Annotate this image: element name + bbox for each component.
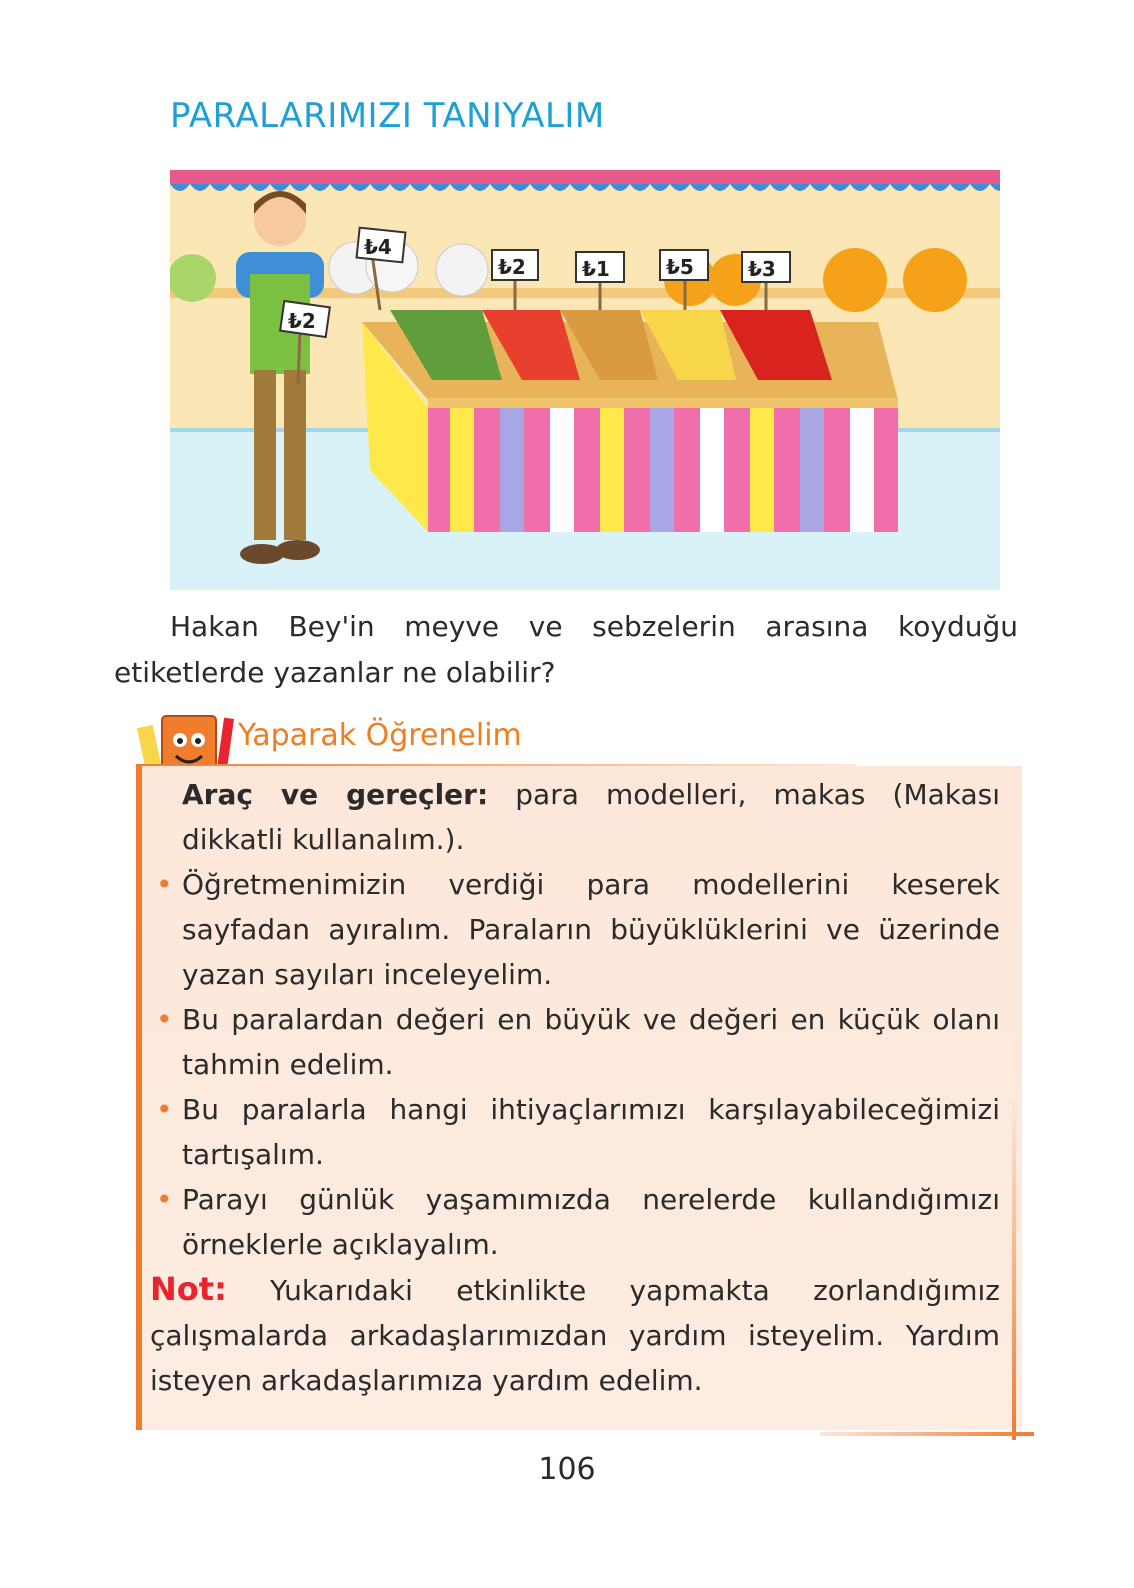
price-tag-label: ₺2	[288, 309, 316, 333]
section-title: Yaparak Öğrenelim	[238, 718, 522, 753]
corner-rule-vertical	[1012, 1100, 1016, 1440]
bullet-icon: •	[156, 1003, 173, 1036]
page-number: 106	[538, 1452, 596, 1487]
tools-text: para modelleri, makas (Makası dikkatli kullanalım.).	[182, 778, 1001, 856]
activity-content	[150, 772, 1000, 1403]
note	[150, 1267, 1000, 1403]
tools-label: Araç ve gereçler:	[182, 778, 489, 811]
list-item: • Öğretmenimizin verdiği para modellerini keserek sayfadan ayıralım. Paraların büyüklüklerini ve üzerinde yazan sayıları inceleyelim.	[150, 862, 1000, 997]
tools-line	[150, 772, 1000, 862]
bullet-icon: •	[156, 1093, 173, 1126]
list-item: • Bu paralardan değeri en büyük ve değeri en küçük olanı tahmin edelim.	[150, 997, 1000, 1087]
market-illustration	[170, 170, 1000, 590]
note-label: Not:	[150, 1270, 227, 1308]
activity-list	[150, 862, 1000, 1267]
list-item: • Parayı günlük yaşamımızda nerelerde kullandığımızı örneklerle açıklayalım.	[150, 1177, 1000, 1267]
intro-question: Hakan Bey'in meyve ve sebzelerin arasına koyduğu etiketlerde yazanlar ne olabilir?	[114, 610, 1018, 689]
corner-rule-horizontal	[820, 1432, 1034, 1436]
bullet-icon: •	[156, 1183, 173, 1216]
price-tag-label: ₺1	[582, 257, 610, 281]
price-tag-label: ₺2	[498, 255, 526, 279]
note-text: Yukarıdaki etkinlikte yapmakta zorlandığımız çalışmalarda arkadaşlarımızdan yardım isteyelim. Yardım isteyen arkadaşlarımıza yardım edelim.	[150, 1274, 1000, 1397]
price-tag-label: ₺5	[666, 255, 694, 279]
bullet-icon: •	[156, 868, 173, 901]
page-title: PARALARIMIZI TANIYALIM	[170, 96, 605, 136]
list-item: • Bu paralarla hangi ihtiyaçlarımızı karşılayabileceğimizi tartışalım.	[150, 1087, 1000, 1177]
price-tag-label: ₺3	[748, 257, 776, 281]
price-tag-label: ₺4	[364, 235, 392, 259]
